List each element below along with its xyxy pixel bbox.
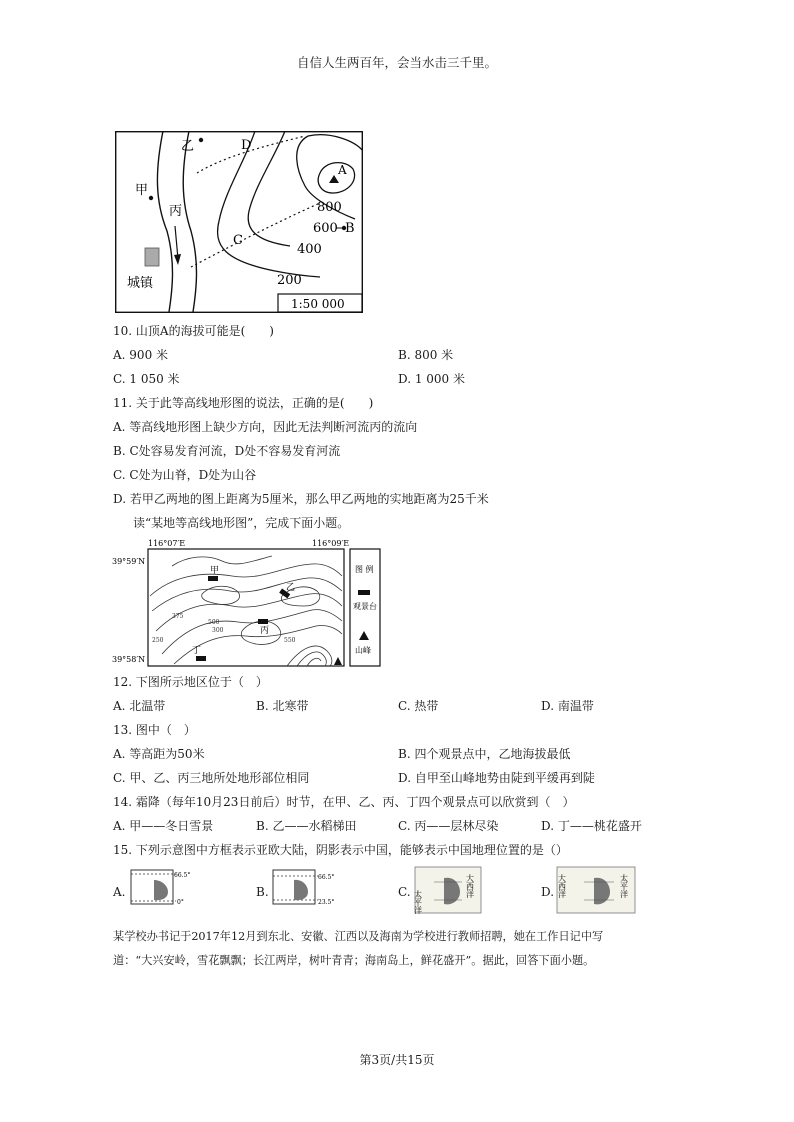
q14-stem: 14. 霜降（每年10月23日前后）时节，在甲、乙、丙、丁四个观景点可以欣赏到（ ） [113,795,575,809]
svg-text:太平洋: 太平洋 [619,874,629,898]
q12-option-a: A. 北温带 [113,699,166,713]
viewpoint-ding-icon [196,656,206,661]
lon-left: 116°07′E [148,539,186,548]
q14-option-d: D. 丁——桃花盛开 [541,819,642,833]
q11-option-d: D. 若甲乙两地的图上距离为5厘米，那么甲乙两地的实地距离为25千米 [113,492,489,506]
q13-option-d: D. 自甲至山峰地势由陡到平缓再到陡 [398,771,595,785]
place-yi: 乙 [286,583,296,593]
q11-option-c: C. C处为山脊，D处为山谷 [113,468,257,482]
passage-line-2: 道：“大兴安岭，雪花飘飘；长江两岸，树叶青青；海南岛上，鲜花盛开”。据此，回答下面小题。 [113,954,595,967]
q15-option-b: B. [256,885,269,899]
q13-option-c: C. 甲、乙、丙三地所处地形部位相同 [113,771,310,785]
svg-text:太平洋: 太平洋 [414,890,423,914]
label-town: 城镇 [127,276,154,291]
q15-stem: 15. 下列示意图中方框表示亚欧大陆，阴影表示中国，能够表示中国地理位置的是（） [113,843,568,857]
contour-label-500: 500 [208,619,220,626]
viewpoint-bing-icon [258,619,268,624]
q15-figure-a [130,868,192,908]
q10-stem: 10. 山顶A的海拔可能是( ) [113,324,274,338]
svg-text:0°: 0° [177,899,184,906]
q13-stem: 13. 图中（ ） [113,723,196,737]
scale-text: 1:50 000 [291,297,345,311]
page-footer: 第3页/共15页 [359,1053,435,1067]
q10-option-b: B. 800 米 [398,348,454,362]
q12-stem: 12. 下图所示地区位于（ ） [113,675,268,689]
svg-text:66.5°: 66.5° [174,872,191,879]
svg-text:大西洋: 大西洋 [557,874,567,898]
q13-option-b: B. 四个观景点中，乙地海拔最低 [398,747,571,761]
contour-map-1 [115,131,363,313]
legend-peak-label: 山峰 [355,646,371,655]
place-bing: 丙 [260,626,270,636]
q15-figure-c [414,866,482,914]
contour-label-600: 600 [313,221,338,236]
q12-option-b: B. 北寒带 [256,699,309,713]
viewpoint-jia-icon [208,576,218,581]
point-jia [149,196,153,200]
q14-option-a: A. 甲——冬日雪景 [113,819,214,833]
label-d: D [241,138,252,153]
q15-figure-d [556,866,636,914]
contour-label-300: 300 [212,627,224,634]
q15-option-a: A. [113,885,126,899]
contour-label-800: 800 [317,200,342,215]
label-bing: 丙 [169,204,183,219]
label-a: A [338,163,347,177]
q15-option-d: D. [541,885,555,899]
map2-frame [148,549,344,666]
contour-label-375: 375 [172,613,184,620]
contour-label-400: 400 [297,242,322,257]
lat-mid: 39°58′N [112,655,146,664]
legend-viewpoint-label: 观景台 [353,602,377,611]
q10-option-a: A. 900 米 [113,348,169,362]
label-c: C [233,233,243,248]
q12-option-c: C. 热带 [398,699,439,713]
svg-text:66.5°: 66.5° [318,874,334,881]
contour-label-550: 550 [284,637,296,644]
place-jia: 甲 [210,566,220,576]
contour-map-1-svg [115,131,363,313]
legend-title: 图 例 [355,565,374,574]
q11-option-a: A. 等高线地形图上缺少方向，因此无法判断河流丙的流向 [113,420,418,434]
q10-option-c: C. 1 050 米 [113,372,180,386]
q10-option-d: D. 1 000 米 [398,372,465,386]
contour-label-200: 200 [277,273,302,288]
q14-option-b: B. 乙——水稻梯田 [256,819,357,833]
lat-top: 39°59′N [112,557,146,566]
town-icon [145,248,159,266]
label-b: B [345,221,355,236]
q11-option-b: B. C处容易发育河流，D处不容易发育河流 [113,444,341,458]
q15-option-c: C. [398,885,411,899]
svg-text:23.5°: 23.5° [318,899,334,906]
q13-option-a: A. 等高距为50米 [113,747,205,761]
legend-viewpoint-icon [358,590,370,595]
q12-option-d: D. 南温带 [541,699,594,713]
intro-map2: 读“某地等高线地形图”，完成下面小题。 [133,516,350,530]
place-ding: 丁 [192,646,202,656]
page-header: 自信人生两百年，会当水击三千里。 [296,55,497,70]
passage-line-1: 某学校办书记于2017年12月到东北、安徽、江西以及海南为学校进行教师招聘，她在工作日记中写 [113,930,604,943]
contour-label-250: 250 [152,637,164,644]
svg-text:大西洋: 大西洋 [465,874,475,898]
contour-map-2 [112,536,384,668]
q15-figure-b [272,868,334,908]
q11-stem: 11. 关于此等高线地形图的说法，正确的是( ) [113,396,374,410]
contour-map-2-svg [112,536,384,668]
label-yi: 乙 [181,139,195,154]
q14-option-c: C. 丙——层林尽染 [398,819,499,833]
lon-right: 116°09′E [312,539,350,548]
point-yi [199,138,203,142]
label-jia: 甲 [135,183,149,198]
